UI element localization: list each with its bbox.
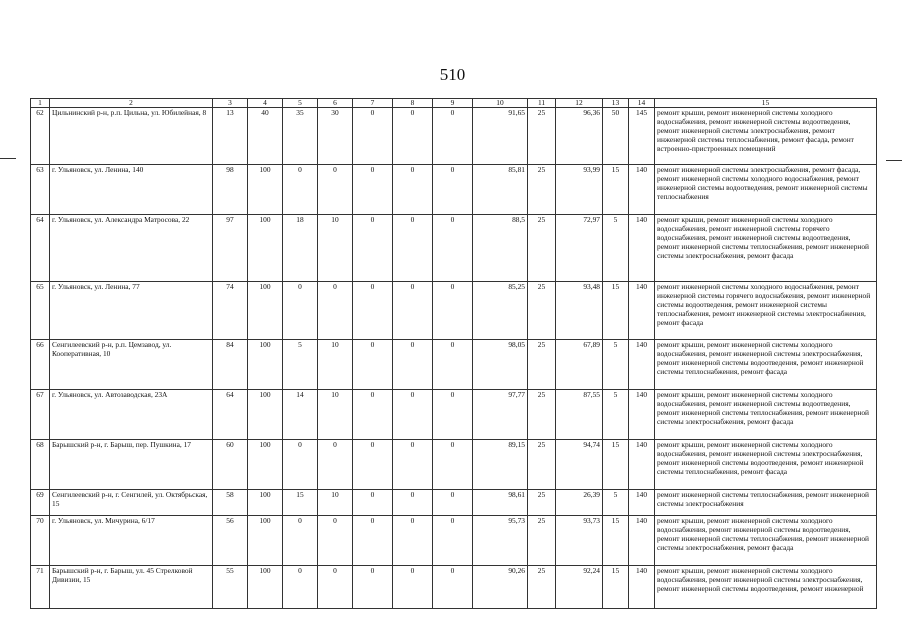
cell-col13: 5 <box>603 490 629 516</box>
cell-col9: 0 <box>433 282 473 340</box>
table-row <box>31 390 877 440</box>
cell-address: г. Ульяновск, ул. Ленина, 140 <box>50 165 213 215</box>
cell-address: г. Ульяновск, ул. Мичурина, 6/17 <box>50 516 213 566</box>
column-header: 12 <box>556 99 603 108</box>
cell-work-description: ремонт инженерной системы электроснабжения, ремонт фасада, ремонт инженерной системы холодного водоснабжения, ремонт инженерной системы водоотведения, ремонт инженерной системы теплоснабжения <box>655 165 877 215</box>
cell-col6: 10 <box>318 490 353 516</box>
cell-col11: 25 <box>528 516 556 566</box>
cell-col8: 0 <box>393 165 433 215</box>
cell-col9: 0 <box>433 340 473 390</box>
cell-col6: 30 <box>318 108 353 165</box>
cell-col10: 97,77 <box>473 390 528 440</box>
cell-col4: 100 <box>248 282 283 340</box>
table-row <box>31 108 877 165</box>
cell-col8: 0 <box>393 340 433 390</box>
cell-col14: 140 <box>629 215 655 282</box>
cell-col5: 0 <box>283 566 318 609</box>
cell-col12: 67,89 <box>556 340 603 390</box>
cell-col10: 91,65 <box>473 108 528 165</box>
cell-col3: 55 <box>213 566 248 609</box>
cell-address: г. Ульяновск, ул. Александра Матросова, 22 <box>50 215 213 282</box>
page-number: 510 <box>439 65 466 84</box>
cell-address: Сенгилеевский р-н, г. Сенгилей, ул. Октябрьская, 15 <box>50 490 213 516</box>
column-header: 9 <box>433 99 473 108</box>
cell-col13: 5 <box>603 340 629 390</box>
cell-address: г. Ульяновск, ул. Автозаводская, 23А <box>50 390 213 440</box>
cell-col3: 60 <box>213 440 248 490</box>
cell-row-number: 62 <box>31 108 50 165</box>
cell-col5: 0 <box>283 516 318 566</box>
cell-col12: 26,39 <box>556 490 603 516</box>
column-header: 10 <box>473 99 528 108</box>
cell-col7: 0 <box>353 566 393 609</box>
cell-col8: 0 <box>393 566 433 609</box>
cell-col12: 94,74 <box>556 440 603 490</box>
cell-col10: 85,25 <box>473 282 528 340</box>
table-row <box>31 340 877 390</box>
cell-col7: 0 <box>353 440 393 490</box>
cell-col5: 0 <box>283 282 318 340</box>
cell-col3: 64 <box>213 390 248 440</box>
cell-col11: 25 <box>528 108 556 165</box>
header-row <box>31 99 877 108</box>
cell-col9: 0 <box>433 165 473 215</box>
cell-col13: 5 <box>603 390 629 440</box>
cell-work-description: ремонт крыши, ремонт инженерной системы холодного водоснабжения, ремонт инженерной системы водоотведения, ремонт инженерной системы теплоснабжения, ремонт инженерной системы электроснабжения, ремонт фасада <box>655 390 877 440</box>
cell-col11: 25 <box>528 340 556 390</box>
cell-col13: 15 <box>603 516 629 566</box>
cell-col3: 56 <box>213 516 248 566</box>
cell-col3: 58 <box>213 490 248 516</box>
column-header: 2 <box>50 99 213 108</box>
cell-col12: 93,99 <box>556 165 603 215</box>
column-header: 6 <box>318 99 353 108</box>
cell-col4: 100 <box>248 340 283 390</box>
cell-col11: 25 <box>528 165 556 215</box>
cell-address: Цильнинский р-н, р.п. Цильна, ул. Юбилейная, 8 <box>50 108 213 165</box>
cell-row-number: 69 <box>31 490 50 516</box>
table-row <box>31 516 877 566</box>
cell-col4: 100 <box>248 516 283 566</box>
cell-col13: 50 <box>603 108 629 165</box>
cell-col13: 15 <box>603 566 629 609</box>
cell-col5: 18 <box>283 215 318 282</box>
cell-col9: 0 <box>433 215 473 282</box>
cell-row-number: 64 <box>31 215 50 282</box>
table-row <box>31 165 877 215</box>
cell-row-number: 66 <box>31 340 50 390</box>
cell-col13: 5 <box>603 215 629 282</box>
cell-col9: 0 <box>433 108 473 165</box>
cell-col5: 0 <box>283 440 318 490</box>
column-header: 3 <box>213 99 248 108</box>
cell-address: Барышский р-н, г. Барыш, ул. 45 Стрелковой Дивизии, 15 <box>50 566 213 609</box>
cell-col8: 0 <box>393 108 433 165</box>
cell-work-description: ремонт крыши, ремонт инженерной системы холодного водоснабжения, ремонт инженерной системы электроснабжения, ремонт инженерной системы водоотведения, ремонт инженерной системы теплоснабжения, ремонт фасада <box>655 340 877 390</box>
cell-col6: 0 <box>318 566 353 609</box>
cell-col14: 140 <box>629 165 655 215</box>
cell-col3: 74 <box>213 282 248 340</box>
column-header: 4 <box>248 99 283 108</box>
cell-col11: 25 <box>528 566 556 609</box>
column-header: 7 <box>353 99 393 108</box>
cell-row-number: 70 <box>31 516 50 566</box>
cell-col4: 100 <box>248 490 283 516</box>
cell-work-description: ремонт инженерной системы теплоснабжения, ремонт инженерной системы электроснабжения <box>655 490 877 516</box>
table-header <box>31 99 877 108</box>
cell-col4: 40 <box>248 108 283 165</box>
cell-row-number: 68 <box>31 440 50 490</box>
cell-row-number: 71 <box>31 566 50 609</box>
cell-col9: 0 <box>433 390 473 440</box>
cell-work-description: ремонт крыши, ремонт инженерной системы холодного водоснабжения, ремонт инженерной системы водоотведения, ремонт инженерной системы электроснабжения, ремонт инженерной системы теплоснабжения, ремонт фасада, ремонт встроенно-пристроенных помещений <box>655 108 877 165</box>
column-header: 8 <box>393 99 433 108</box>
cell-row-number: 67 <box>31 390 50 440</box>
cell-col6: 0 <box>318 516 353 566</box>
cell-col14: 140 <box>629 282 655 340</box>
cell-col10: 90,26 <box>473 566 528 609</box>
cell-col12: 72,97 <box>556 215 603 282</box>
cell-col4: 100 <box>248 566 283 609</box>
cell-work-description: ремонт крыши, ремонт инженерной системы холодного водоснабжения, ремонт инженерной системы горячего водоснабжения, ремонт инженерной системы водоотведения, ремонт инженерной системы теплоснабжения, ремонт инженерной системы электроснабжения, ремонт фасада <box>655 215 877 282</box>
cell-col8: 0 <box>393 390 433 440</box>
cell-col12: 96,36 <box>556 108 603 165</box>
cell-address: Сенгилеевский р-н, р.п. Цемзавод, ул. Кооперативная, 10 <box>50 340 213 390</box>
cell-work-description: ремонт крыши, ремонт инженерной системы холодного водоснабжения, ремонт инженерной системы электроснабжения, ремонт инженерной системы водоотведения, ремонт инженерной системы теплоснабжения, ремонт фасада <box>655 440 877 490</box>
cell-col7: 0 <box>353 215 393 282</box>
cell-col5: 35 <box>283 108 318 165</box>
cell-col10: 88,5 <box>473 215 528 282</box>
cell-col14: 145 <box>629 108 655 165</box>
cell-col6: 10 <box>318 340 353 390</box>
cell-col10: 95,73 <box>473 516 528 566</box>
cell-col14: 140 <box>629 516 655 566</box>
table-body <box>31 108 877 609</box>
cell-col4: 100 <box>248 440 283 490</box>
cell-col13: 15 <box>603 282 629 340</box>
cell-row-number: 63 <box>31 165 50 215</box>
cell-row-number: 65 <box>31 282 50 340</box>
cell-col8: 0 <box>393 282 433 340</box>
cell-col7: 0 <box>353 340 393 390</box>
cell-address: Барышский р-н, г. Барыш, пер. Пушкина, 17 <box>50 440 213 490</box>
table-row <box>31 282 877 340</box>
cell-col8: 0 <box>393 440 433 490</box>
cell-col7: 0 <box>353 516 393 566</box>
cell-col5: 5 <box>283 340 318 390</box>
cell-work-description: ремонт инженерной системы холодного водоснабжения, ремонт инженерной системы горячего водоснабжения, ремонт инженерной системы водоотведения, ремонт инженерной системы теплоснабжения, ремонт инженерной системы электроснабжения, ремонт фасада <box>655 282 877 340</box>
cell-col12: 87,55 <box>556 390 603 440</box>
cell-work-description: ремонт крыши, ремонт инженерной системы холодного водоснабжения, ремонт инженерной системы водоотведения, ремонт инженерной системы теплоснабжения, ремонт инженерной системы электроснабжения, ремонт фасада <box>655 516 877 566</box>
cell-col12: 92,24 <box>556 566 603 609</box>
cell-col7: 0 <box>353 390 393 440</box>
column-header: 14 <box>629 99 655 108</box>
cell-address: г. Ульяновск, ул. Ленина, 77 <box>50 282 213 340</box>
cell-col8: 0 <box>393 516 433 566</box>
cell-col4: 100 <box>248 215 283 282</box>
cell-col11: 25 <box>528 440 556 490</box>
cell-col6: 0 <box>318 282 353 340</box>
cell-col7: 0 <box>353 490 393 516</box>
column-header: 15 <box>655 99 877 108</box>
data-table <box>30 98 877 609</box>
cell-col12: 93,48 <box>556 282 603 340</box>
table-row <box>31 566 877 609</box>
cell-col7: 0 <box>353 108 393 165</box>
cell-col8: 0 <box>393 215 433 282</box>
cell-col10: 85,81 <box>473 165 528 215</box>
cell-col11: 25 <box>528 282 556 340</box>
column-header: 5 <box>283 99 318 108</box>
cell-col11: 25 <box>528 490 556 516</box>
cell-col4: 100 <box>248 165 283 215</box>
cell-col5: 15 <box>283 490 318 516</box>
cell-col6: 0 <box>318 165 353 215</box>
cell-col9: 0 <box>433 440 473 490</box>
cell-col4: 100 <box>248 390 283 440</box>
cell-col6: 10 <box>318 215 353 282</box>
cell-col14: 140 <box>629 490 655 516</box>
table-row <box>31 490 877 516</box>
cell-col11: 25 <box>528 215 556 282</box>
cell-col5: 14 <box>283 390 318 440</box>
cell-col12: 93,73 <box>556 516 603 566</box>
cell-col9: 0 <box>433 516 473 566</box>
cell-col14: 140 <box>629 440 655 490</box>
table-row <box>31 440 877 490</box>
left-margin-mark <box>0 158 16 159</box>
cell-col3: 97 <box>213 215 248 282</box>
cell-col3: 13 <box>213 108 248 165</box>
cell-col14: 140 <box>629 390 655 440</box>
cell-col10: 98,05 <box>473 340 528 390</box>
cell-col7: 0 <box>353 165 393 215</box>
right-margin-mark <box>886 160 902 161</box>
cell-col10: 89,15 <box>473 440 528 490</box>
cell-col11: 25 <box>528 390 556 440</box>
cell-col6: 0 <box>318 440 353 490</box>
cell-col13: 15 <box>603 165 629 215</box>
cell-col10: 98,61 <box>473 490 528 516</box>
column-header: 1 <box>31 99 50 108</box>
column-header: 13 <box>603 99 629 108</box>
cell-col8: 0 <box>393 490 433 516</box>
cell-col9: 0 <box>433 490 473 516</box>
cell-col3: 84 <box>213 340 248 390</box>
cell-col5: 0 <box>283 165 318 215</box>
cell-col7: 0 <box>353 282 393 340</box>
cell-work-description: ремонт крыши, ремонт инженерной системы холодного водоснабжения, ремонт инженерной системы электроснабжения, ремонт инженерной системы водоотведения, ремонт инженерной <box>655 566 877 609</box>
cell-col13: 15 <box>603 440 629 490</box>
cell-col6: 10 <box>318 390 353 440</box>
cell-col9: 0 <box>433 566 473 609</box>
column-header: 11 <box>528 99 556 108</box>
cell-col3: 98 <box>213 165 248 215</box>
table-row <box>31 215 877 282</box>
cell-col14: 140 <box>629 566 655 609</box>
cell-col14: 140 <box>629 340 655 390</box>
